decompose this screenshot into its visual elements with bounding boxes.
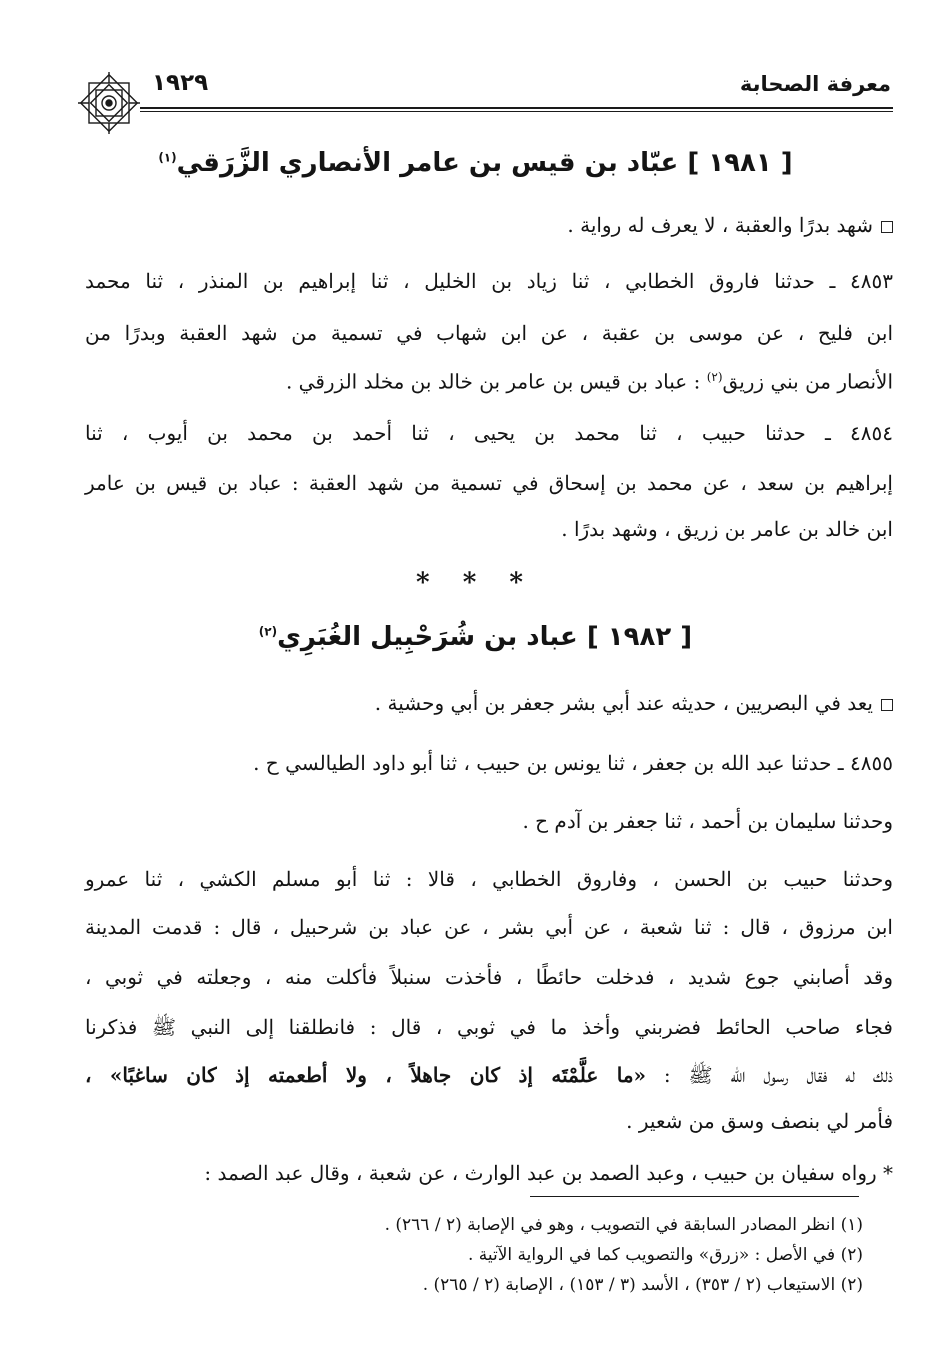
chain-3-line-6: فأمر لي بنصف وسق من شعير . <box>626 1109 893 1133</box>
hadith-4853-line-3 <box>85 362 893 397</box>
chain-3-line-2: ابن مرزوق ، قال : ثنا شعبة ، عن أبي بشر ، عن عباد بن شرحبيل ، قال : قدمت المدينة <box>85 915 893 939</box>
entry-heading-text: [ ١٩٨٢ ] عباد بن شُرَحْبِيل الغُبَرِي <box>277 622 693 652</box>
text-run: الأنصار من بني زريق <box>722 369 893 394</box>
intro-text: شهد بدرًا والعقبة ، لا يعرف له رواية . <box>567 213 873 237</box>
hadith-4854-line-3: ابن خالد بن عامر بن زريق ، وشهد بدرًا . <box>561 517 893 541</box>
hadith-4853-line-2: ابن فليح ، عن موسى بن عقبة ، عن ابن شهاب في تسمية من شهد العقبة وبدرًا من <box>85 321 894 345</box>
entry-intro-1982 <box>85 688 893 718</box>
hadith-4854-line-1: ٤٨٥٤ ـ حدثنا حبيب ، ثنا محمد بن يحيى ، ثنا أحمد بن محمد بن أيوب ، ثنا <box>85 421 893 445</box>
footnote-marker: (١) <box>158 150 177 165</box>
running-header-title: معرفة الصحابة <box>739 72 891 96</box>
chain-3-line-5 <box>85 1060 893 1090</box>
page-number: ١٩٢٩ <box>152 70 209 96</box>
chain-3-line-3: وقد أصابني جوع شديد ، فدخلت حائطًا ، فأخذت سنبلاً فأكلت منه ، وجعلته في ثوبي ، <box>85 965 893 989</box>
text-run: : عباد بن قيس بن عامر بن خالد بن مخلد الزرقي . <box>285 369 707 394</box>
header-rule <box>140 107 893 112</box>
entry-heading-text: [ ١٩٨١ ] عبّاد بن قيس بن عامر الأنصاري الزَّرَقي <box>176 148 793 178</box>
section-separator: * * * <box>416 568 535 598</box>
footnote-3: (٢) الاستيعاب (٢ / ٣٥٣) ، الأسد (٣ / ١٥٣) ، الإصابة (٢ / ٢٦٥) . <box>422 1275 863 1295</box>
square-bullet-icon <box>881 221 893 233</box>
text-run: ذلك له فقال رسول الله ﷺ : <box>646 1063 893 1087</box>
chain-3-line-1: وحدثنا حبيب بن الحسن ، وفاروق الخطابي ، قالا : ثنا أبو مسلم الكشي ، ثنا عمرو <box>85 867 893 891</box>
square-bullet-icon <box>881 699 893 711</box>
entry-heading-1982 <box>80 622 871 652</box>
entry-heading-1981 <box>80 148 871 178</box>
chain-3-line-4: فجاء صاحب الحائط فضربني وأخذ ما في ثوبي ، قال : فانطلقنا إلى النبي ﷺ فذكرنا <box>85 1015 893 1039</box>
hadith-4855-line-1: ٤٨٥٥ ـ حدثنا عبد الله بن جعفر ، ثنا يونس بن حبيب ، ثنا أبو داود الطيالسي ح . <box>253 751 893 775</box>
entry-intro-1981 <box>85 210 893 240</box>
footnote-2: (٢) في الأصل : «زرق» والتصويب كما في الرواية الآتية . <box>467 1245 863 1265</box>
hadith-4853-line-1: ٤٨٥٣ ـ حدثنا فاروق الخطابي ، ثنا زياد بن الخليل ، ثنا إبراهيم بن المنذر ، ثنا محمد <box>85 269 893 293</box>
chain-2-line-1: وحدثنا سليمان بن أحمد ، ثنا جعفر بن آدم ح . <box>522 809 893 833</box>
footnote-rule <box>530 1196 859 1197</box>
footnote-marker: (٢) <box>258 624 278 639</box>
prophet-quote: «ما علَّمْتَه إذ كان جاهلاً ، ولا أطعمته إذ كان ساغبًا» ، <box>85 1063 647 1087</box>
star-ornament-icon <box>74 68 144 138</box>
footnote-1: (١) انظر المصادر السابقة في التصويب ، وهو في الإصابة (٢ / ٢٦٦) . <box>384 1215 863 1235</box>
intro-text: يعد في البصريين ، حديثه عند أبي بشر جعفر بن أبي وحشية . <box>374 691 873 715</box>
footnote-marker: (٢) <box>706 370 723 384</box>
hadith-4854-line-2: إبراهيم بن سعد ، عن محمد بن إسحاق في تسمية من شهد العقبة : عباد بن قيس بن عامر <box>85 471 893 495</box>
narration-note: * رواه سفيان بن حبيب ، وعبد الصمد بن عبد الوارث ، عن شعبة ، وقال عبد الصمد : <box>204 1161 893 1185</box>
